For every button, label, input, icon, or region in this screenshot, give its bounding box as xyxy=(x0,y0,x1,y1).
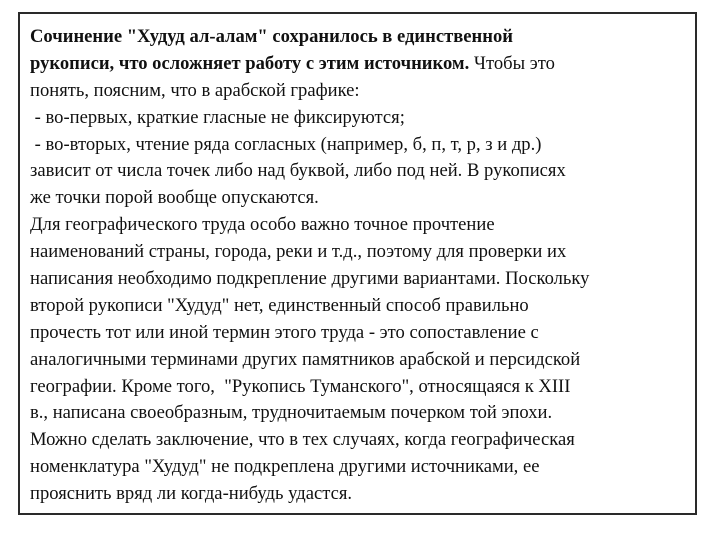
text-segment: понять, поясним, что в арабской графике: xyxy=(30,79,360,101)
text-line xyxy=(30,239,690,266)
slide-frame xyxy=(18,12,697,515)
text-line xyxy=(30,427,690,454)
body-text xyxy=(30,24,690,508)
text-segment: же точки порой вообще опускаются. xyxy=(30,187,319,209)
text-segment: - во-первых, краткие гласные не фиксируются; xyxy=(30,106,405,128)
text-line xyxy=(30,293,690,320)
text-segment: зависит от числа точек либо над буквой, либо под ней. В рукописях xyxy=(30,160,566,182)
text-segment: в., написана своеобразным, трудночитаемым почерком той эпохи. xyxy=(30,402,553,424)
text-line xyxy=(30,454,690,481)
text-segment: Можно сделать заключение, что в тех случаях, когда географическая xyxy=(30,429,575,451)
text-segment: - во-вторых, чтение ряда согласных (например, б, п, т, р, з и др.) xyxy=(30,133,542,155)
text-line xyxy=(30,320,690,347)
text-line xyxy=(30,24,690,51)
text-line xyxy=(30,158,690,185)
text-line xyxy=(30,132,690,159)
text-line xyxy=(30,212,690,239)
text-line xyxy=(30,105,690,132)
text-line xyxy=(30,185,690,212)
text-segment: номенклатура "Худуд" не подкреплена другими источниками, ее xyxy=(30,456,540,478)
text-segment: наименований страны, города, реки и т.д., поэтому для проверки их xyxy=(30,241,567,263)
text-line xyxy=(30,400,690,427)
text-line xyxy=(30,374,690,401)
text-segment: Чтобы это xyxy=(469,52,555,74)
text-line xyxy=(30,266,690,293)
text-segment: географии. Кроме того, "Рукопись Туманского", относящаяся к XIII xyxy=(30,375,571,397)
text-line xyxy=(30,78,690,105)
text-segment: прочесть тот или иной термин этого труда - это сопоставление с xyxy=(30,321,539,343)
text-segment: Для географического труда особо важно точное прочтение xyxy=(30,214,495,236)
bold-text-segment: Сочинение "Худуд ал-алам" сохранилось в единственной xyxy=(30,26,513,47)
text-line xyxy=(30,51,690,78)
text-line xyxy=(30,347,690,374)
text-segment: второй рукописи "Худуд" нет, единственный способ правильно xyxy=(30,294,529,316)
bold-text-segment: рукописи, что осложняет работу с этим источником. xyxy=(30,52,470,74)
text-segment: прояснить вряд ли когда-нибудь удастся. xyxy=(30,483,353,505)
text-segment: аналогичными терминами других памятников арабской и персидской xyxy=(30,348,581,370)
text-segment: написания необходимо подкрепление другими вариантами. Поскольку xyxy=(30,268,590,290)
text-line xyxy=(30,481,690,508)
